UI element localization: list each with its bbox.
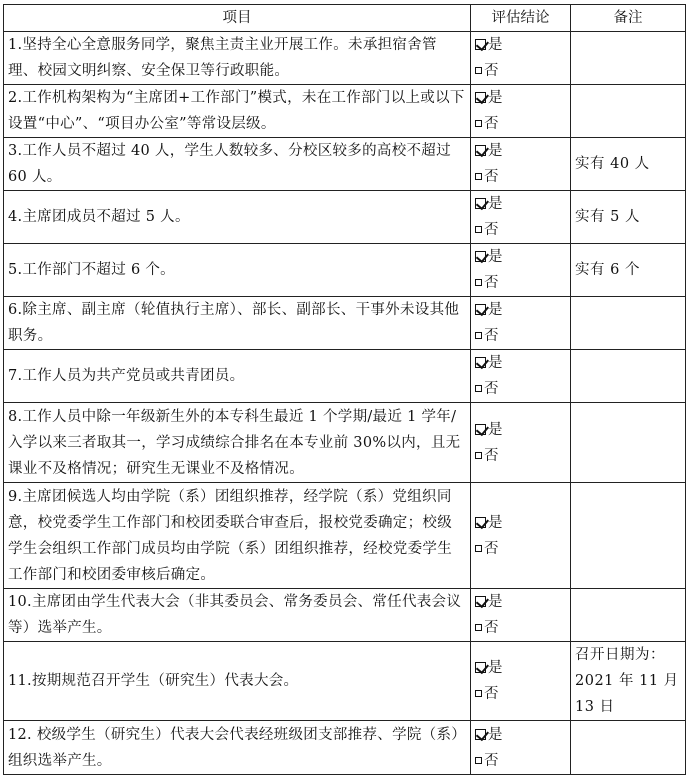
- table-row: [4, 85, 686, 138]
- conclusion-cell: [471, 350, 571, 403]
- note-cell: [571, 350, 686, 403]
- option-yes[interactable]: [475, 417, 566, 443]
- option-yes[interactable]: [475, 722, 566, 748]
- criterion-text: 12. 校级学生（研究生）代表大会代表经班级团支部推荐、学院（系）组织选举产生。: [4, 721, 471, 775]
- note-cell: [571, 32, 686, 85]
- header-item: 项目: [4, 5, 471, 32]
- option-no[interactable]: [475, 270, 566, 296]
- empty-box-icon[interactable]: [475, 757, 482, 764]
- criterion-text: 3.工作人员不超过 40 人，学生人数较多、分校区较多的高校不超过 60 人。: [4, 138, 471, 191]
- note-cell: 召开日期为：2021 年 11 月 13 日: [571, 642, 686, 721]
- option-no-label: 否: [484, 222, 499, 238]
- option-no-label: 否: [484, 275, 499, 291]
- criterion-text: 5.工作部门不超过 6 个。: [4, 244, 471, 297]
- header-conclusion: 评估结论: [471, 5, 571, 32]
- checked-box-icon[interactable]: [475, 145, 486, 156]
- option-yes-label: 是: [488, 143, 503, 159]
- option-yes-label: 是: [488, 196, 503, 212]
- option-yes-label: 是: [488, 37, 503, 53]
- option-no-label: 否: [484, 169, 499, 185]
- option-yes-label: 是: [488, 90, 503, 106]
- option-no[interactable]: [475, 681, 566, 707]
- checked-box-icon[interactable]: [475, 39, 486, 50]
- table-row: [4, 297, 686, 350]
- conclusion-cell: [471, 721, 571, 775]
- note-cell: 实有 5 人: [571, 191, 686, 244]
- criterion-text: 7.工作人员为共产党员或共青团员。: [4, 350, 471, 403]
- header-note: 备注: [571, 5, 686, 32]
- conclusion-cell: [471, 191, 571, 244]
- option-no-label: 否: [484, 328, 499, 344]
- empty-box-icon[interactable]: [475, 690, 482, 697]
- conclusion-cell: [471, 403, 571, 483]
- conclusion-cell: [471, 85, 571, 138]
- note-cell: 实有 40 人: [571, 138, 686, 191]
- checked-box-icon[interactable]: [475, 198, 486, 209]
- option-no-label: 否: [484, 686, 499, 702]
- option-no[interactable]: [475, 443, 566, 469]
- checked-box-icon[interactable]: [475, 92, 486, 103]
- checked-box-icon[interactable]: [475, 424, 486, 435]
- table-row: [4, 642, 686, 721]
- option-no[interactable]: [475, 615, 566, 641]
- option-yes-label: 是: [488, 302, 503, 318]
- option-no-label: 否: [484, 620, 499, 636]
- conclusion-cell: [471, 244, 571, 297]
- option-no-label: 否: [484, 381, 499, 397]
- option-yes[interactable]: [475, 138, 566, 164]
- option-yes[interactable]: [475, 244, 566, 270]
- note-cell: [571, 297, 686, 350]
- option-no[interactable]: [475, 748, 566, 774]
- option-no[interactable]: [475, 58, 566, 84]
- option-yes-label: 是: [488, 514, 503, 531]
- empty-box-icon[interactable]: [475, 279, 482, 286]
- evaluation-table: [3, 4, 686, 775]
- option-no[interactable]: [475, 111, 566, 137]
- note-cell: [571, 85, 686, 138]
- option-yes[interactable]: [475, 297, 566, 323]
- checked-box-icon[interactable]: [475, 729, 486, 740]
- option-no[interactable]: [475, 323, 566, 349]
- option-no-label: 否: [484, 63, 499, 79]
- criterion-text: 10.主席团由学生代表大会（非其委员会、常务委员会、常任代表会议等）选举产生。: [4, 589, 471, 642]
- conclusion-cell: [471, 483, 571, 589]
- table-row: [4, 32, 686, 85]
- note-cell: [571, 483, 686, 589]
- note-cell: [571, 721, 686, 775]
- option-yes[interactable]: [475, 510, 566, 536]
- table-row: [4, 191, 686, 244]
- option-no-label: 否: [484, 447, 499, 464]
- empty-box-icon[interactable]: [475, 226, 482, 233]
- option-yes-label: 是: [488, 421, 503, 438]
- conclusion-cell: [471, 589, 571, 642]
- table-row: [4, 138, 686, 191]
- checked-box-icon[interactable]: [475, 596, 486, 607]
- criterion-text: 9.主席团候选人均由学院（系）团组织推荐，经学院（系）党组织同意，校党委学生工作部门和校团委联合审查后，报校党委确定；校级学生会组织工作部门成员均由学院（系）团组织推荐，经校党委学生工作部门和校团委审核后确定。: [4, 483, 471, 589]
- option-no-label: 否: [484, 540, 499, 557]
- header-row: [4, 5, 686, 32]
- option-yes[interactable]: [475, 589, 566, 615]
- option-no[interactable]: [475, 164, 566, 190]
- option-yes-label: 是: [488, 660, 503, 676]
- criterion-text: 11.按期规范召开学生（研究生）代表大会。: [4, 642, 471, 721]
- option-yes[interactable]: [475, 85, 566, 111]
- criterion-text: 4.主席团成员不超过 5 人。: [4, 191, 471, 244]
- criterion-text: 8.工作人员中除一年级新生外的本专科生最近 1 个学期/最近 1 学年/入学以来三者取其一，学习成绩综合排名在本专业前 30%以内，且无课业不及格情况；研究生无课业不及格情况。: [4, 403, 471, 483]
- checked-box-icon[interactable]: [475, 357, 486, 368]
- criterion-text: 1.坚持全心全意服务同学，聚焦主责主业开展工作。未承担宿舍管理、校园文明纠察、安全保卫等行政职能。: [4, 32, 471, 85]
- table-row: [4, 483, 686, 589]
- note-cell: [571, 589, 686, 642]
- option-yes-label: 是: [488, 355, 503, 371]
- criterion-text: 6.除主席、副主席（轮值执行主席）、部长、副部长、干事外未设其他职务。: [4, 297, 471, 350]
- table-row: [4, 589, 686, 642]
- criterion-text: 2.工作机构架构为“主席团+工作部门”模式，未在工作部门以上或以下设置“中心”、“项目办公室”等常设层级。: [4, 85, 471, 138]
- table-row: [4, 350, 686, 403]
- empty-box-icon[interactable]: [475, 120, 482, 127]
- option-no[interactable]: [475, 376, 566, 402]
- option-no[interactable]: [475, 217, 566, 243]
- option-yes-label: 是: [488, 726, 503, 743]
- empty-box-icon[interactable]: [475, 545, 482, 552]
- note-cell: 实有 6 个: [571, 244, 686, 297]
- conclusion-cell: [471, 138, 571, 191]
- empty-box-icon[interactable]: [475, 67, 482, 74]
- option-yes[interactable]: [475, 32, 566, 58]
- option-yes-label: 是: [488, 249, 503, 265]
- empty-box-icon[interactable]: [475, 173, 482, 180]
- table-row: [4, 403, 686, 483]
- table-row: [4, 244, 686, 297]
- conclusion-cell: [471, 642, 571, 721]
- option-no-label: 否: [484, 752, 499, 769]
- table-row: [4, 721, 686, 775]
- empty-box-icon[interactable]: [475, 332, 482, 339]
- option-yes[interactable]: [475, 655, 566, 681]
- option-yes[interactable]: [475, 350, 566, 376]
- checked-box-icon[interactable]: [475, 662, 486, 673]
- conclusion-cell: [471, 297, 571, 350]
- option-yes[interactable]: [475, 191, 566, 217]
- note-cell: [571, 403, 686, 483]
- option-no[interactable]: [475, 536, 566, 562]
- conclusion-cell: [471, 32, 571, 85]
- empty-box-icon[interactable]: [475, 452, 482, 459]
- checked-box-icon[interactable]: [475, 517, 486, 528]
- checked-box-icon[interactable]: [475, 251, 486, 262]
- empty-box-icon[interactable]: [475, 624, 482, 631]
- option-no-label: 否: [484, 116, 499, 132]
- option-yes-label: 是: [488, 594, 503, 610]
- checked-box-icon[interactable]: [475, 304, 486, 315]
- empty-box-icon[interactable]: [475, 385, 482, 392]
